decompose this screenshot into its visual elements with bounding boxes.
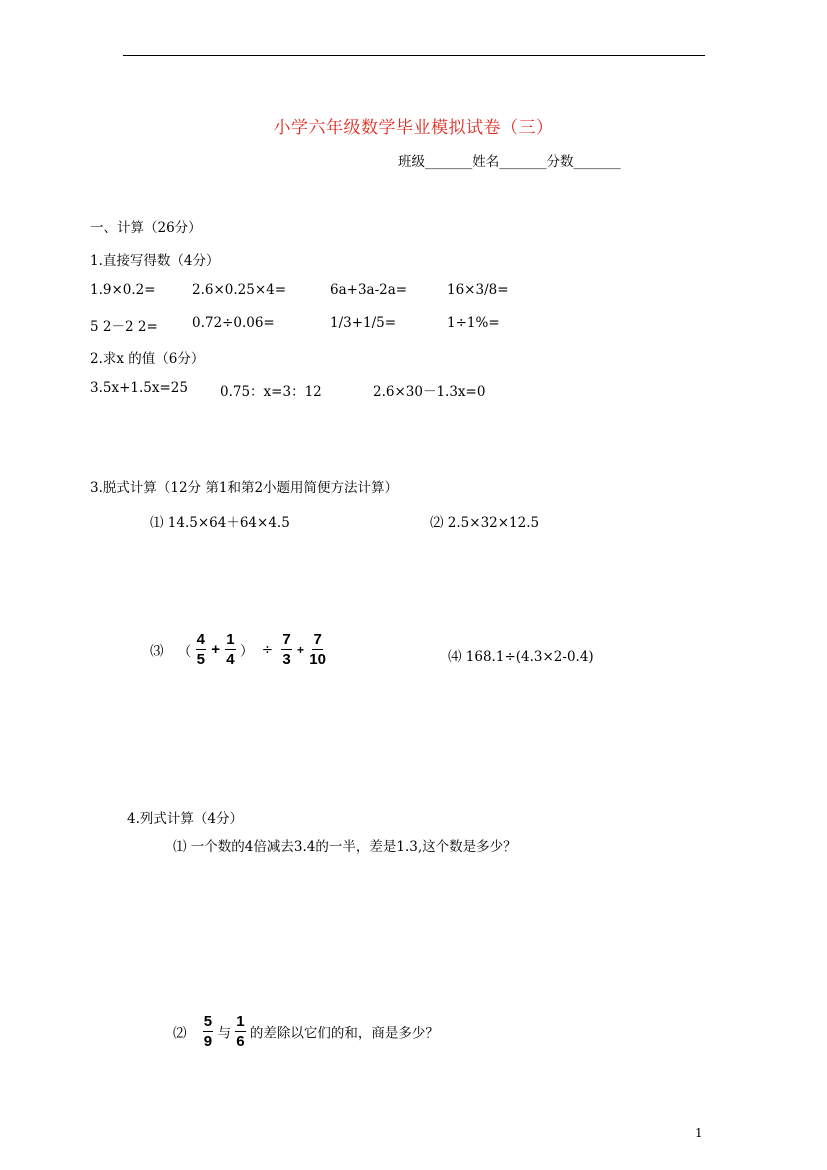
q4-part-2 (173, 1014, 439, 1049)
q3-part-4: ⑷ 168.1÷(4.3×2-0.4) (448, 649, 594, 665)
denominator: 6 (236, 1033, 245, 1050)
denominator: 4 (226, 651, 235, 668)
q2-item: 0.75：x=3：12 (220, 384, 322, 400)
numerator: 7 (313, 631, 322, 648)
numerator: 7 (282, 631, 291, 648)
numerator: 4 (196, 631, 205, 648)
question-4-heading: 4.列式计算（4分） (127, 811, 243, 827)
q1-item: 5 2－2 2= (90, 319, 158, 335)
plus-sign: + (211, 641, 220, 658)
q1-item: 1÷1%= (447, 315, 500, 331)
close-paren: ） (239, 643, 254, 660)
q3-part-3 (150, 632, 326, 667)
numerator: 1 (236, 1013, 245, 1030)
q2-item: 2.6×30－1.3x=0 (373, 384, 486, 400)
fraction (235, 1014, 245, 1049)
fraction (281, 632, 291, 667)
denominator: 3 (282, 651, 291, 668)
fraction (225, 632, 235, 667)
header-rule (123, 55, 705, 56)
q1-item: 6a+3a-2a= (330, 282, 408, 298)
page-title: 小学六年级数学毕业模拟试卷（三） (273, 118, 554, 138)
fraction (196, 632, 206, 667)
denominator: 5 (196, 651, 205, 668)
page-number: 1 (695, 1126, 703, 1140)
divide-sign: ÷ (261, 641, 274, 658)
q3-part-1: ⑴ 14.5×64＋64×4.5 (150, 515, 290, 531)
q3-part-2: ⑵ 2.5×32×12.5 (430, 515, 540, 531)
question-text: 的差除以它们的和，商是多少？ (249, 1025, 439, 1042)
q1-item: 0.72÷0.06= (192, 315, 275, 331)
fraction (203, 1014, 213, 1049)
q2-item: 3.5x+1.5x=25 (90, 380, 188, 396)
denominator: 9 (203, 1033, 213, 1050)
q4-part-2-label: ⑵ (173, 1025, 187, 1042)
denominator: 10 (309, 651, 326, 668)
question-1-heading: 1.直接写得数（4分） (90, 253, 220, 269)
section-heading: 一、计算（26分） (90, 220, 202, 236)
numerator: 1 (226, 631, 235, 648)
q4-part-1: ⑴ 一个数的4倍减去3.4的一半，差是1.3,这个数是多少？ (173, 839, 517, 855)
connector-text: 与 (217, 1025, 231, 1042)
q1-item: 1/3+1/5= (330, 315, 397, 331)
q3-part-3-label: ⑶ (150, 643, 164, 660)
question-2-heading: 2.求x 的值（6分） (90, 351, 205, 367)
question-3-heading: 3.脱式计算（12分 第1和第2小题用简便方法计算） (90, 480, 399, 496)
fraction (309, 632, 326, 667)
q1-item: 16×3/8= (447, 282, 509, 298)
numerator: 5 (203, 1013, 213, 1030)
open-paren: （ (177, 643, 192, 660)
q1-item: 2.6×0.25×4= (192, 282, 287, 298)
plus-sign: + (296, 642, 304, 657)
student-info-line: 班级_______姓名_______分数_______ (398, 154, 621, 170)
q1-item: 1.9×0.2= (90, 282, 156, 298)
